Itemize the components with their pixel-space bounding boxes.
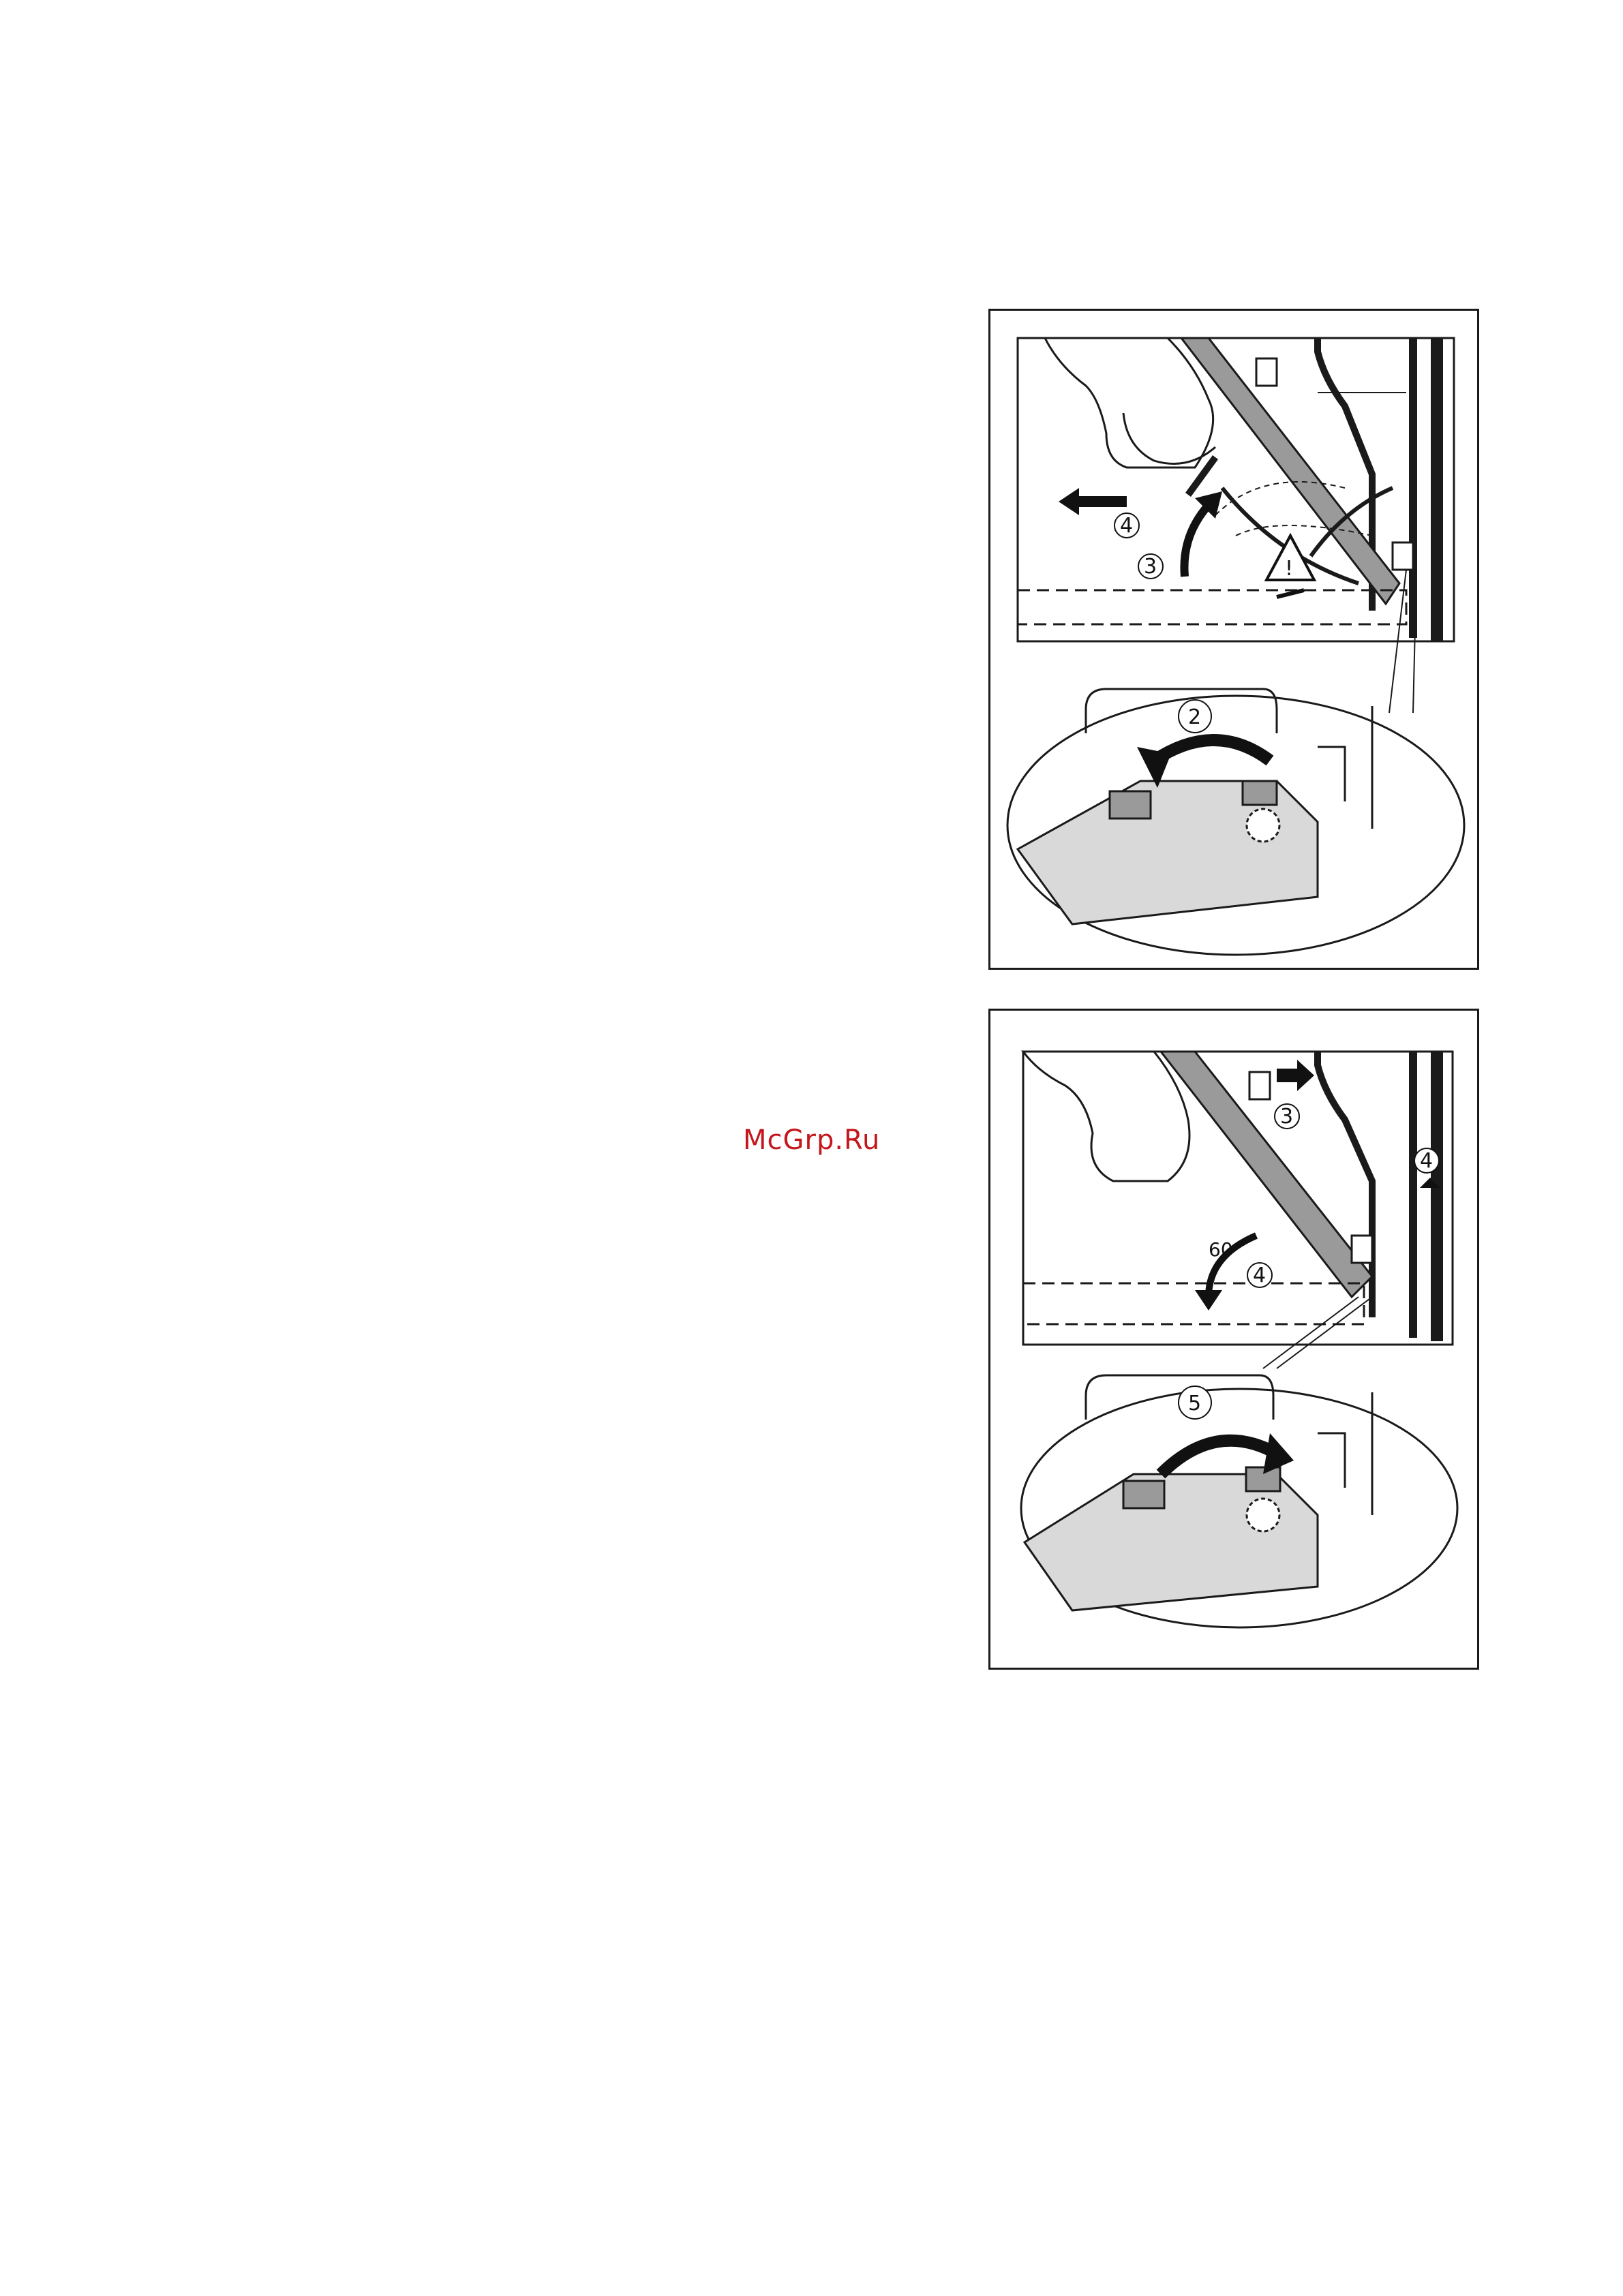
door-installation-figure (988, 1009, 1479, 1670)
door-installation-illustration (990, 1011, 1481, 1672)
angle-label: 60° (1209, 1238, 1243, 1261)
detail-step-5: 5 (1188, 1392, 1202, 1415)
main-step-4-right: 4 (1420, 1149, 1434, 1173)
watermark: McGrp.Ru (743, 1124, 881, 1156)
detail-step-2: 2 (1188, 705, 1202, 729)
warning-icon: ! (1285, 557, 1294, 581)
main-step-3: 3 (1280, 1105, 1294, 1129)
main-step-3: 3 (1144, 555, 1157, 579)
main-step-4: 4 (1120, 514, 1134, 538)
main-step-4: 4 (1253, 1264, 1266, 1287)
door-removal-figure (988, 309, 1479, 970)
door-removal-illustration (990, 311, 1481, 972)
